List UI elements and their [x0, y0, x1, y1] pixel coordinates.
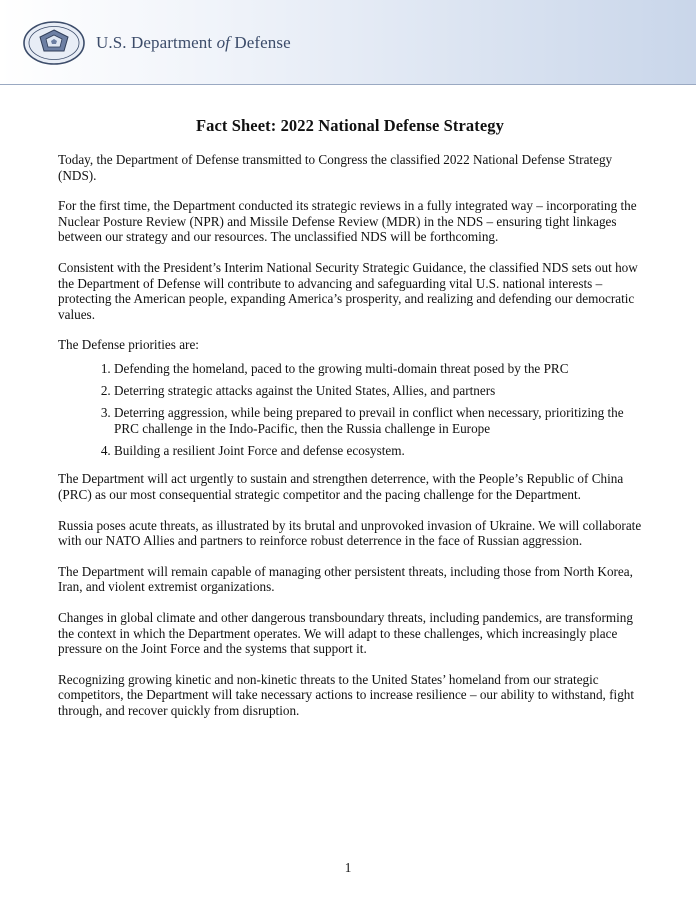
- document-title: Fact Sheet: 2022 National Defense Strategy: [195, 116, 504, 135]
- paragraph: The Department will remain capable of managing other persistent threats, including those from North Korea, Iran, and violent extremist organizations.: [58, 563, 633, 595]
- dod-seal-icon: [22, 20, 86, 66]
- page-number: 1: [344, 860, 352, 875]
- paragraph: Changes in global climate and other dangerous transboundary threats, including pandemics, are transforming the context in which the Department operates. We will adapt to these challenges, which increasingly place pressure on the Joint Force and the systems that support it.: [58, 609, 633, 657]
- paragraph: Russia poses acute threats, as illustrated by its brutal and unprovoked invasion of Ukraine. We will collaborate with our NATO Allies and partners to reinforce robust deterrence in the face of Russian aggression.: [58, 517, 642, 549]
- paragraph: The Department will act urgently to sustain and strengthen deterrence, with the People’s Republic of China (PRC) as our most consequential strategic competitor and the pacing challenge for the Department.: [58, 471, 624, 502]
- priorities-intro: The Defense priorities are:: [58, 337, 199, 353]
- paragraph: Consistent with the President’s Interim National Security Strategic Guidance, the classified NDS sets out how the Department of Defense will contribute to advancing and safeguarding vital U.S. national interests – protecting the American people, expanding America’s prosperity, and realizing and defending our democratic values.: [58, 259, 638, 322]
- paragraph: For the first time, the Department conducted its strategic reviews in a fully integrated way – incorporating the Nuclear Posture Review (NPR) and Missile Defense Review (MDR) in the NDS – ensuring tight linkages between our strategy and our resources. The unclassified NDS will be forthcoming.: [58, 198, 637, 245]
- priority-item: 4. Building a resilient Joint Force and defense ecosystem.: [114, 443, 642, 459]
- priorities-list: [58, 361, 642, 458]
- priority-item: 3. Deterring aggression, while being prepared to prevail in conflict when necessary, prioritizing the PRC challenge in the Indo-Pacific, then the Russia challenge in Europe: [114, 405, 642, 436]
- org-of: of: [216, 33, 231, 52]
- paragraph: Recognizing growing kinetic and non-kinetic threats to the United States’ homeland from our strategic competitors, the Department will take necessary actions to increase resilience – our ability to withstand, fight through, and recover quickly from disruption.: [58, 671, 635, 718]
- document-body: [58, 116, 642, 734]
- organization-name: [96, 33, 291, 53]
- paragraph: Today, the Department of Defense transmitted to Congress the classified 2022 National Defense Strategy (NDS).: [58, 152, 613, 183]
- letterhead: [0, 0, 696, 85]
- priority-item: 1. Defending the homeland, paced to the growing multi-domain threat posed by the PRC: [114, 361, 642, 377]
- org-prefix: U.S. Department: [96, 33, 217, 52]
- priority-item: 2. Deterring strategic attacks against the United States, Allies, and partners: [114, 383, 642, 399]
- org-suffix: Defense: [230, 33, 291, 52]
